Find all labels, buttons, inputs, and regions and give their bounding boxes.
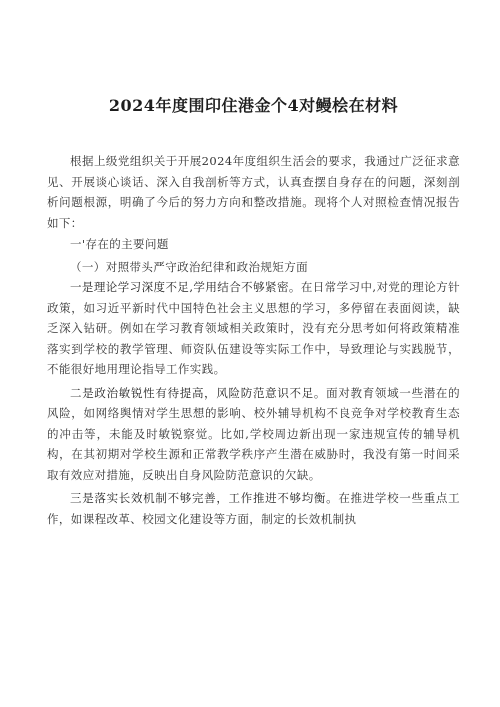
document-title: 2024年度围印住港金个4对鳗桧在材料 bbox=[108, 96, 399, 115]
subsection-heading: （一）对照带头严守政治纪律和政治规矩方面 bbox=[70, 259, 308, 274]
item-paragraph-1 bbox=[47, 277, 460, 380]
item-body-1: 在日常学习中,对党的理论方针政策，如习近平新时代中国特色社会主义思想的学习，多停留在表面阅读，缺乏深入钻研。例如在学习教育领域相关政策时，没有充分思考如何将政策精准落实到学校的教学管理、师资队伍建设等实际工作中，导致理论与实践脱节，不能很好地用理论指导工作实践。 bbox=[47, 280, 460, 376]
item-lead-2: 二是政治敏锐性有待提高，风险防范意识不足。 bbox=[70, 385, 327, 400]
item-lead-3: 三是落实长效机制不够完善，工作推进不够均衡。 bbox=[70, 491, 339, 505]
item-paragraph-3 bbox=[47, 488, 460, 529]
section-heading: 一'存在的主要问题 bbox=[70, 237, 169, 251]
item-lead-1: 一是理论学习深度不足,学用结合不够紧密。 bbox=[70, 280, 301, 294]
item-body-3: 在推进学校一些重点工作，如课程改革、校园文化建设等方面，制定的长效机制执 bbox=[47, 491, 460, 526]
item-body-2: 面对教育领域一些潜在的风险，如网络舆情对学生思想的影响、校外辅导机构不良竞争对学校教育生态的冲击等，未能及时敏锐察觉。比如,学校周边新出现一家违规宣传的辅导机构，在其初期对学校生源和正常教学秩序产生潜在威胁时，我没有第一时间采取有效应对措施，反映出自身风险防范意识的欠缺。 bbox=[47, 385, 460, 482]
intro-paragraph: 根据上级党组织关于开展2024年度组织生活会的要求，我通过广泛征求意见、开展谈心谈话、深入自我剖析等方式，认真查摆自身存在的问题，深刻剖析问题根源，明确了今后的努力方向和整改措施。现将个人对照检查情况报告如下： bbox=[47, 154, 460, 230]
item-paragraph-2 bbox=[47, 383, 460, 486]
